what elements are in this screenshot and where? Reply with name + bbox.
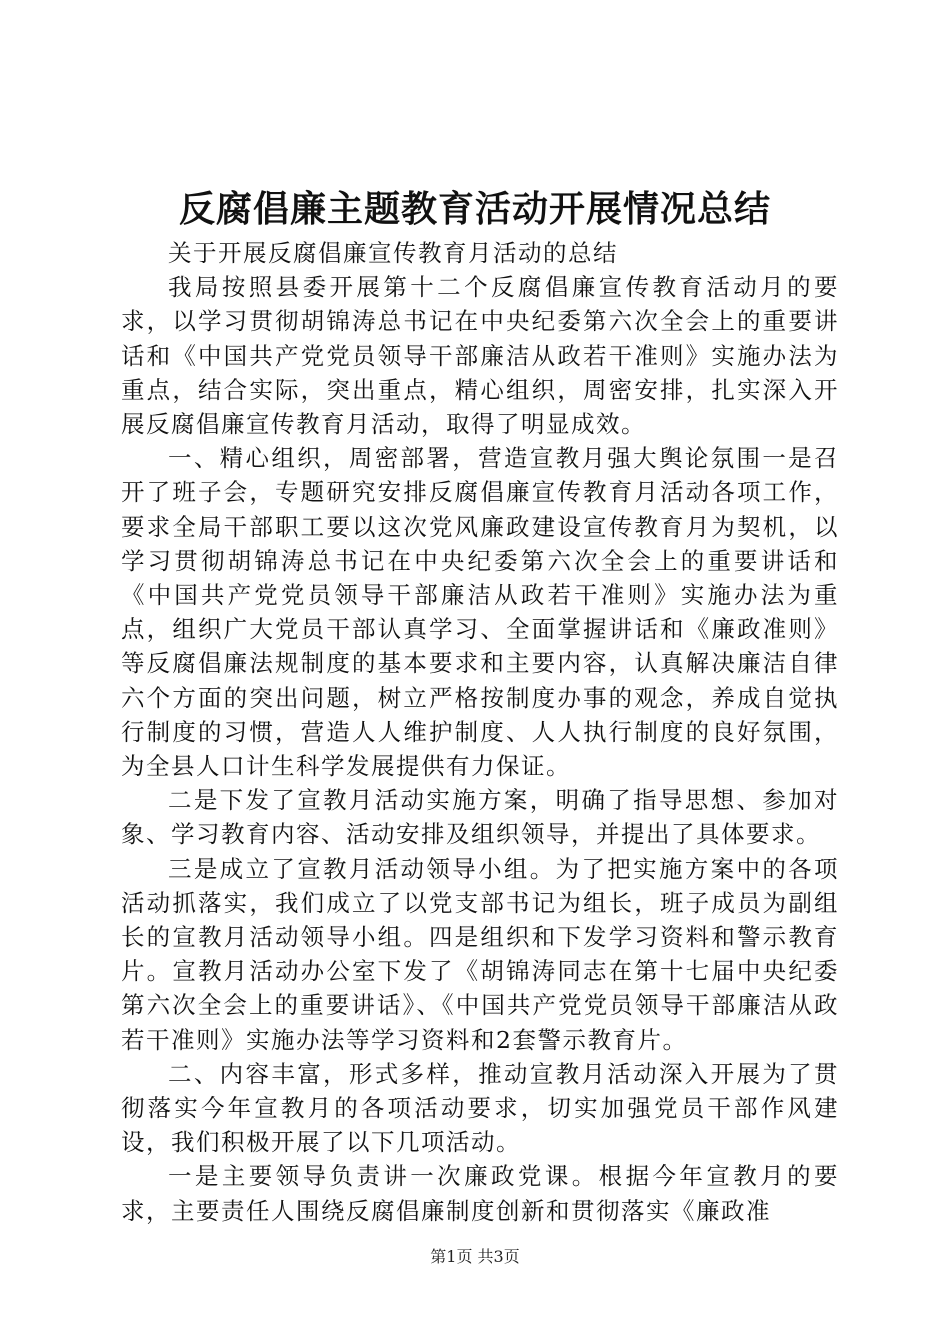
page-footer: 第1页 共3页 bbox=[430, 1247, 520, 1266]
paragraph-item-two: 二是下发了宣教月活动实施方案，明确了指导思想、参加对象、学习教育内容、活动安排及组织领导，并提出了具体要求。 bbox=[121, 786, 839, 849]
paragraph-intro: 我局按照县委开展第十二个反腐倡廉宣传教育活动月的要求，以学习贯彻胡锦涛总书记在中央纪委第六次全会上的重要讲话和《中国共产党党员领导干部廉洁从政若干准则》实施办法为重点，结合实际，突出重点，精心组织，周密安排，扎实深入开展反腐倡廉宣传教育月活动，取得了明显成效。 bbox=[121, 273, 839, 439]
document-body bbox=[121, 236, 839, 1228]
document-title: 反腐倡廉主题教育活动开展情况总结 bbox=[178, 188, 771, 230]
paragraph-item-three: 三是成立了宣教月活动领导小组。为了把实施方案中的各项活动抓落实，我们成立了以党支部书记为组长，班子成员为副组长的宣教月活动领导小组。四是组织和下发学习资料和警示教育片。宣教月活动办公室下发了《胡锦涛同志在第十七届中央纪委第六次全会上的重要讲话》、《中国共产党党员领导干部廉洁从政若干准则》实施办法等学习资料和2套警示教育片。 bbox=[121, 854, 839, 1054]
paragraph-section-two: 二、内容丰富，形式多样，推动宣教月活动深入开展为了贯彻落实今年宣教月的各项活动要求，切实加强党员干部作风建设，我们积极开展了以下几项活动。 bbox=[121, 1059, 839, 1157]
paragraph-section-one: 一、精心组织，周密部署，营造宣教月强大舆论氛围一是召开了班子会，专题研究安排反腐倡廉宣传教育月活动各项工作，要求全局干部职工要以这次党风廉政建设宣传教育月为契机，以学习贯彻胡锦涛总书记在中央纪委第六次全会上的重要讲话和《中国共产党党员领导干部廉洁从政若干准则》实施办法为重点，组织广大党员干部认真学习、全面掌握讲话和《廉政准则》等反腐倡廉法规制度的基本要求和主要内容，认真解决廉洁自律六个方面的突出问题，树立严格按制度办事的观念，养成自觉执行制度的习惯，营造人人维护制度、人人执行制度的良好氛围，为全县人口计生科学发展提供有力保证。 bbox=[121, 444, 839, 781]
paragraph-item-one: 一是主要领导负责讲一次廉政党课。根据今年宣教月的要求，主要责任人围绕反腐倡廉制度创新和贯彻落实《廉政准 bbox=[121, 1162, 839, 1225]
paragraph-subtitle: 关于开展反腐倡廉宣传教育月活动的总结 bbox=[168, 239, 618, 267]
